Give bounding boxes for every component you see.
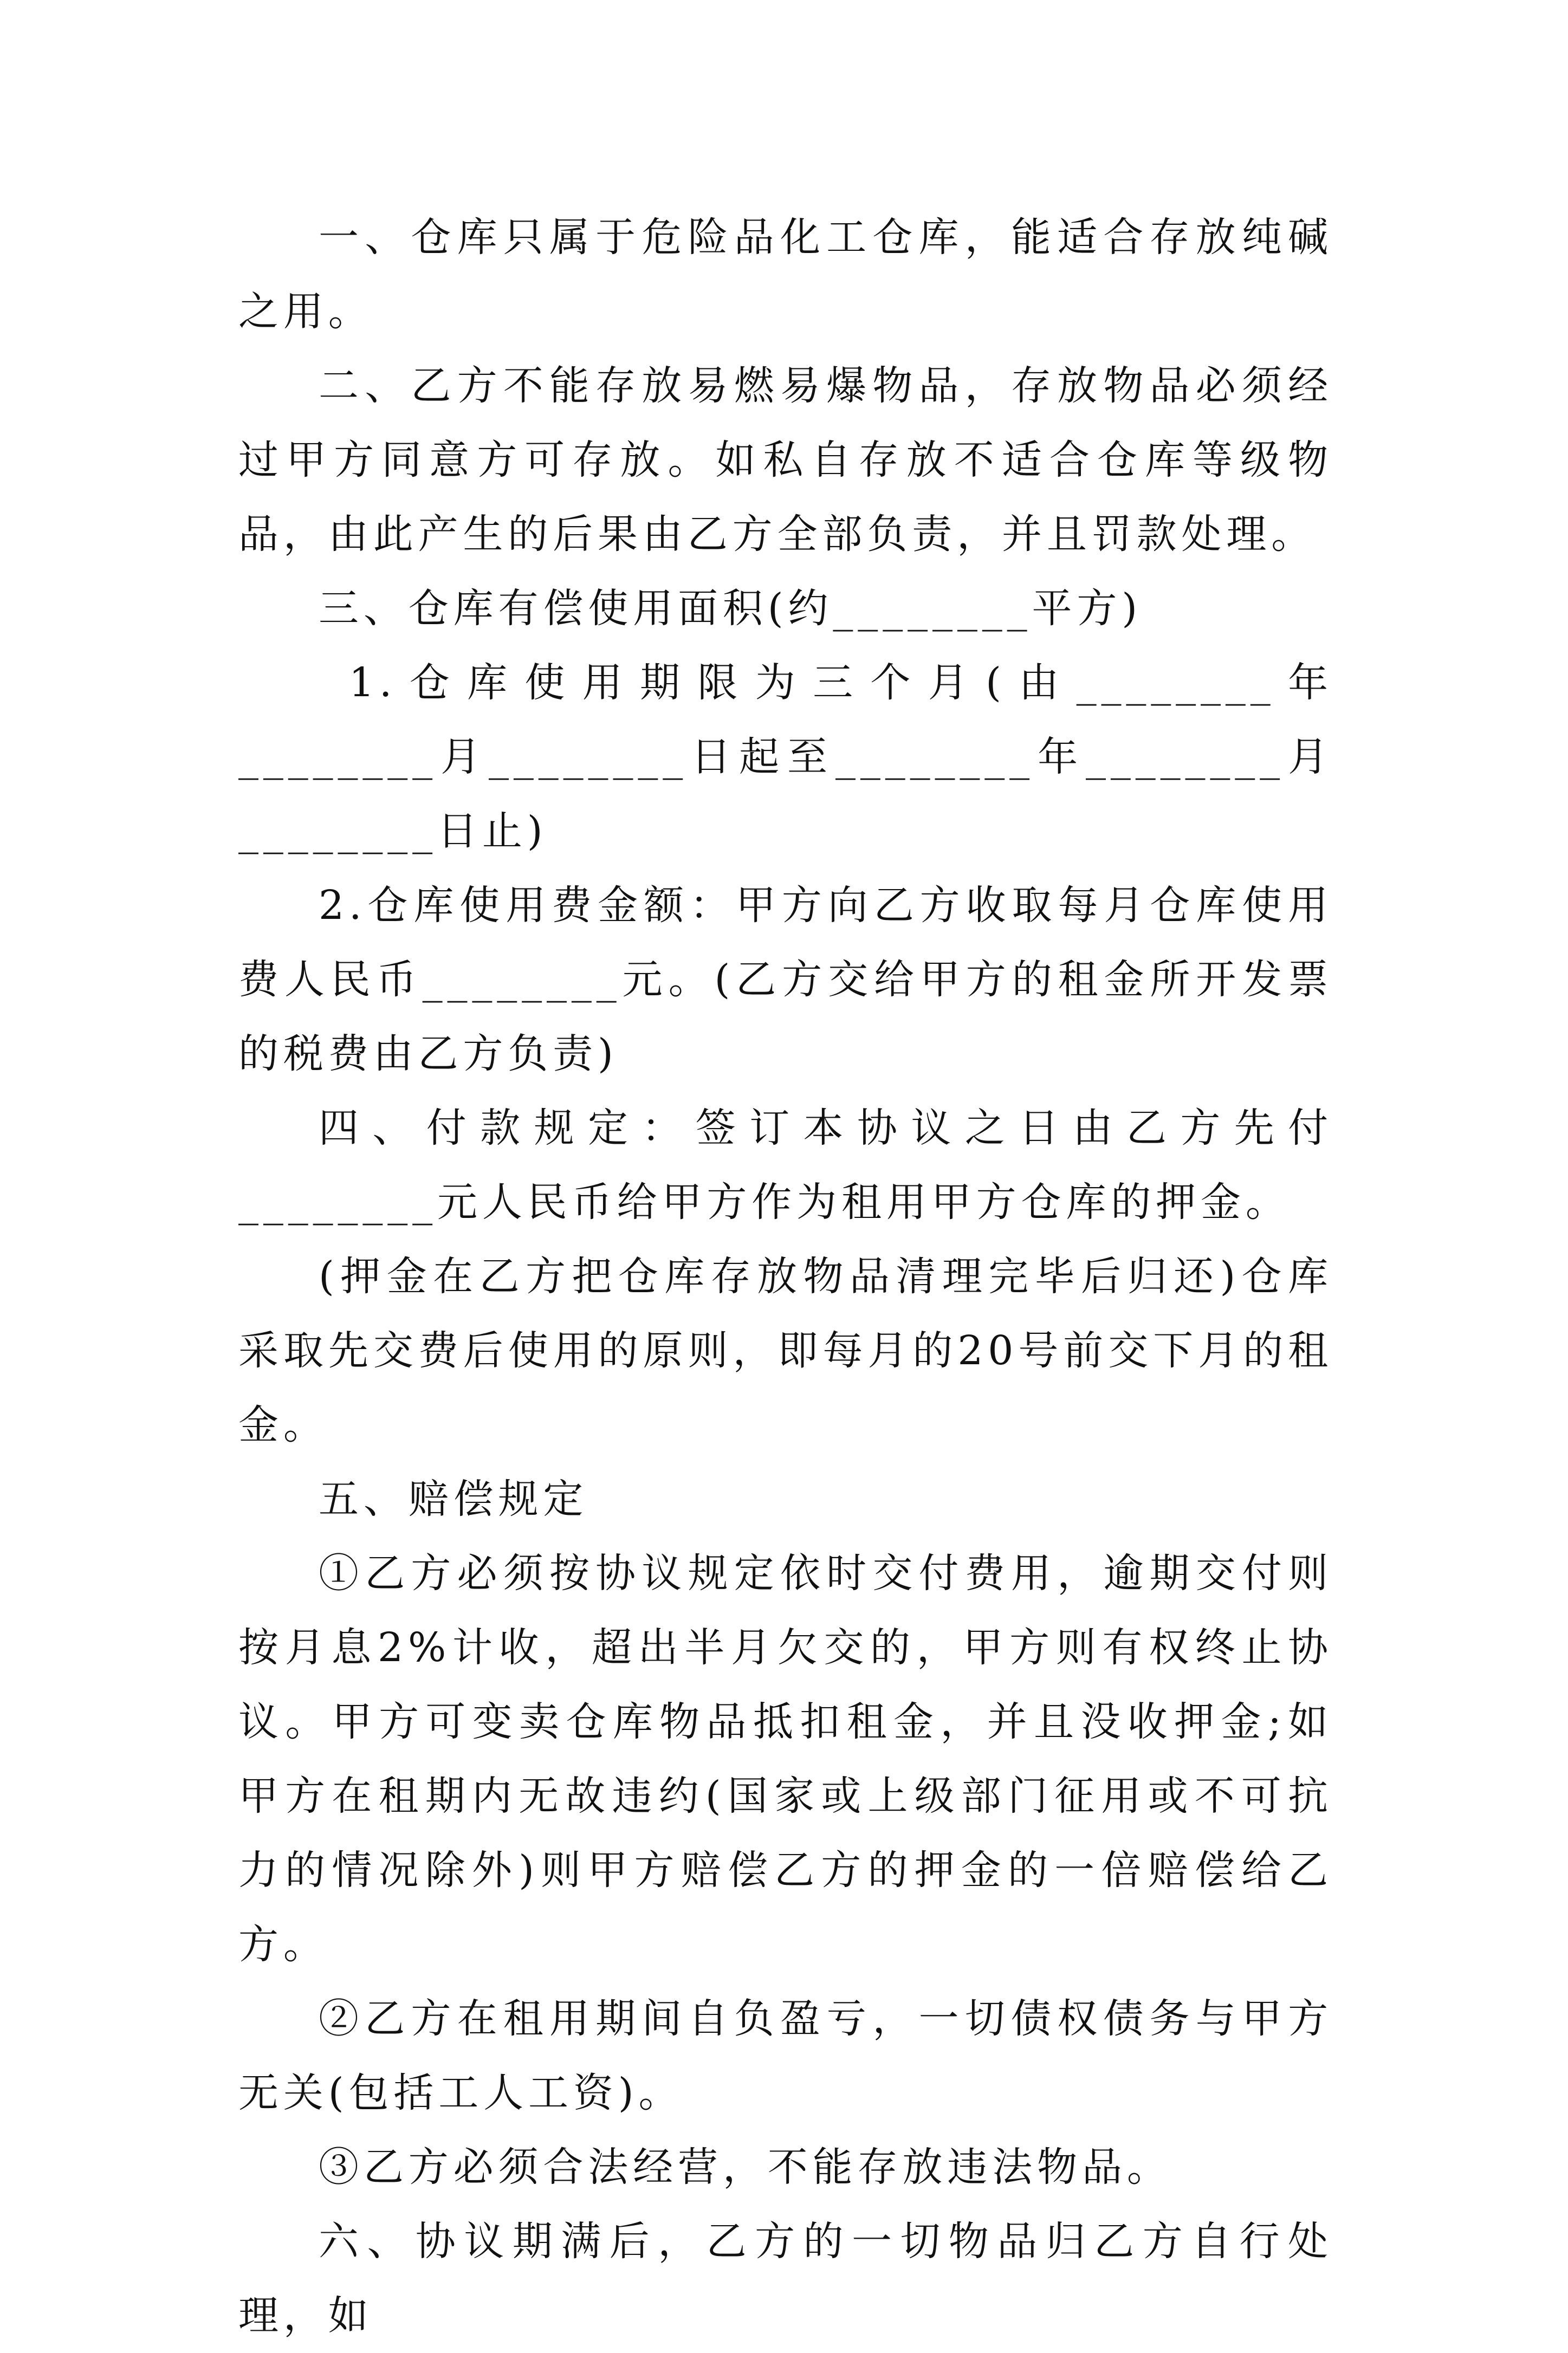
paragraph-usage-area: 三、仓库有偿使用面积(约________平方) xyxy=(319,585,1142,632)
paragraph-expiry-terms: 六、协议期满后，乙方的一切物品归乙方自行处理，如 xyxy=(238,2218,1333,2339)
paragraph-compensation-item-3: ③乙方必须合法经营，不能存放违法物品。 xyxy=(319,2144,1172,2190)
paragraph-usage-period: 1.仓库使用期限为三个月(由________年________月________日起至________年________月________日止) xyxy=(238,659,1333,854)
paragraph-deposit-return: (押金在乙方把仓库存放物品清理完毕后归还)仓库采取先交费后使用的原则，即每月的20号前交下月的租金。 xyxy=(238,1253,1333,1448)
paragraph-usage-fee: 2.仓库使用费金额：甲方向乙方收取每月仓库使用费人民币________元。(乙方交给甲方的租金所开发票的税费由乙方负责) xyxy=(238,882,1333,1077)
paragraph-warehouse-type: 一、仓库只属于危险品化工仓库，能适合存放纯碱之用。 xyxy=(238,214,1333,335)
document-body xyxy=(238,200,1333,2353)
paragraph-storage-restrictions: 二、乙方不能存放易燃易爆物品，存放物品必须经过甲方同意方可存放。如私自存放不适合仓库等级物品，由此产生的后果由乙方全部负责，并且罚款处理。 xyxy=(238,362,1333,558)
paragraph-compensation-item-1: ①乙方必须按协议规定依时交付费用，逾期交付则按月息2%计收，超出半月欠交的，甲方则有权终止协议。甲方可变卖仓库物品抵扣租金，并且没收押金;如甲方在租期内无故违约(国家或上级部门征用或不可抗力的情况除外)则甲方赔偿乙方的押金的一倍赔偿给乙方。 xyxy=(238,1550,1333,1968)
paragraph-compensation-heading: 五、赔偿规定 xyxy=(319,1476,588,1522)
paragraph-compensation-item-2: ②乙方在租用期间自负盈亏，一切债权债务与甲方无关(包括工人工资)。 xyxy=(238,1995,1333,2116)
paragraph-payment-terms: 四、付款规定：签订本协议之日由乙方先付________元人民币给甲方作为租用甲方仓库的押金。 xyxy=(238,1105,1333,1226)
